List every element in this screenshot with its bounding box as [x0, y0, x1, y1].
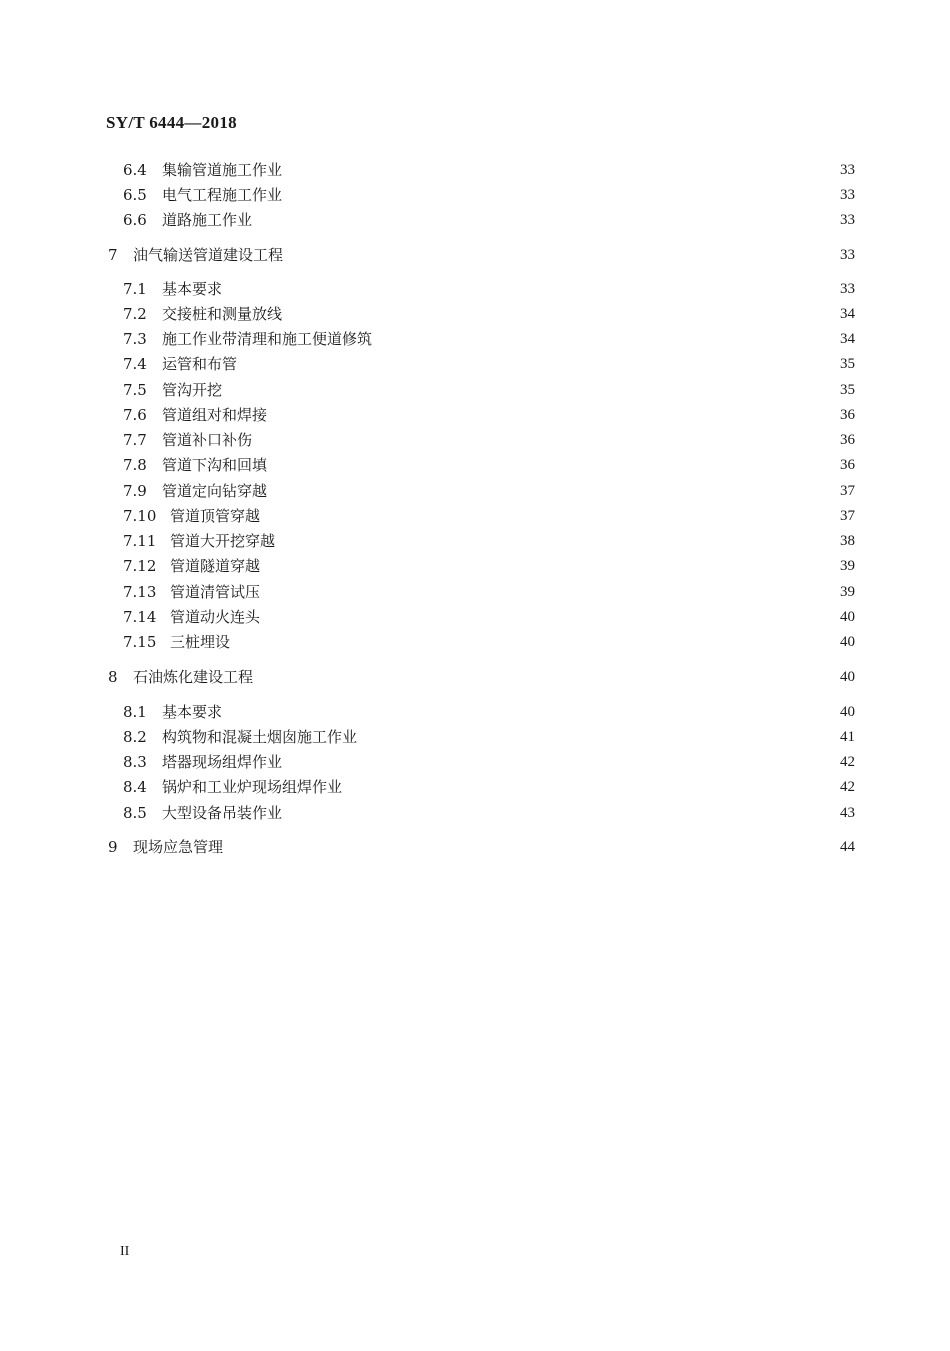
toc-entry-number: 9 [108, 838, 118, 856]
toc-entry[interactable] [123, 404, 855, 426]
toc-entry-number: 6.6 [123, 211, 147, 229]
toc-entry-title: 管道顶管穿越 [170, 507, 261, 525]
toc-entry-number: 7.4 [123, 355, 147, 373]
toc-dot-leader [279, 404, 833, 426]
toc-entry-page: 44 [840, 839, 855, 855]
toc-entry[interactable] [123, 701, 855, 723]
toc-entry[interactable] [123, 328, 855, 350]
toc-entry-title: 运管和布管 [162, 355, 238, 373]
toc-dot-leader [272, 581, 833, 603]
toc-entry[interactable] [123, 379, 855, 401]
toc-entry[interactable] [123, 555, 855, 577]
toc-entry-number: 6.4 [123, 161, 147, 179]
toc-entry-number: 8.1 [123, 703, 147, 721]
toc-entry-number: 7.1 [123, 280, 147, 298]
toc-entry[interactable] [123, 726, 855, 748]
toc-dot-leader [279, 454, 833, 476]
toc-entry-page: 41 [840, 729, 855, 745]
toc-entry-page: 40 [840, 669, 855, 685]
toc-entry-number: 8.5 [123, 804, 147, 822]
toc-entry-page: 34 [840, 331, 855, 347]
toc-dot-leader [265, 666, 833, 688]
toc-entry-number: 7.12 [123, 557, 157, 575]
toc-entry-title: 管道定向钻穿越 [162, 482, 268, 500]
toc-entry[interactable] [123, 184, 855, 206]
toc-entry-title: 基本要求 [162, 280, 223, 298]
toc-entry[interactable] [123, 454, 855, 476]
toc-entry-title: 基本要求 [162, 703, 223, 721]
toc-dot-leader [295, 244, 833, 266]
toc-dot-leader [249, 353, 833, 375]
toc-dot-leader [272, 606, 833, 628]
toc-entry-title: 管沟开挖 [162, 381, 223, 399]
toc-entry-page: 39 [840, 584, 855, 600]
toc-entry-page: 36 [840, 407, 855, 423]
toc-entry[interactable] [123, 530, 855, 552]
toc-entry-number: 8.2 [123, 728, 147, 746]
toc-entry-number: 7.15 [123, 633, 157, 651]
toc-entry-title: 管道大开挖穿越 [170, 532, 276, 550]
toc-entry-number: 8.4 [123, 778, 147, 796]
toc-dot-leader [242, 631, 833, 653]
toc-entry-title: 塔器现场组焊作业 [162, 753, 283, 771]
toc-entry-title: 施工作业带清理和施工便道修筑 [162, 330, 373, 348]
toc-entry-number: 8.3 [123, 753, 147, 771]
toc-entry-page: 38 [840, 533, 855, 549]
toc-entry[interactable] [123, 353, 855, 375]
toc-entry-page: 33 [840, 247, 855, 263]
toc-entry[interactable] [123, 776, 855, 798]
toc-dot-leader [234, 379, 833, 401]
toc-dot-leader [369, 726, 833, 748]
toc-dot-leader [234, 278, 833, 300]
toc-entry-title: 石油炼化建设工程 [133, 668, 254, 686]
toc-entry[interactable] [108, 666, 855, 688]
toc-entry-number: 7.11 [123, 532, 157, 550]
toc-entry-title: 锅炉和工业炉现场组焊作业 [162, 778, 343, 796]
toc-entry-number: 8 [108, 668, 118, 686]
toc-entry-number: 6.5 [123, 186, 147, 204]
toc-entry-page: 40 [840, 634, 855, 650]
document-code: SY/T 6444—2018 [106, 113, 237, 132]
toc-entry[interactable] [108, 836, 855, 858]
toc-entry-title: 大型设备吊装作业 [162, 804, 283, 822]
toc-entry[interactable] [123, 802, 855, 824]
toc-entry-page: 33 [840, 162, 855, 178]
toc-dot-leader [294, 303, 833, 325]
toc-entry-page: 33 [840, 281, 855, 297]
toc-entry-page: 33 [840, 212, 855, 228]
toc-entry-number: 7.3 [123, 330, 147, 348]
toc-entry-number: 7.8 [123, 456, 147, 474]
toc-entry-number: 7.5 [123, 381, 147, 399]
toc-entry-title: 管道动火连头 [170, 608, 261, 626]
toc-dot-leader [294, 802, 833, 824]
toc-entry[interactable] [123, 606, 855, 628]
toc-entry-title: 管道清管试压 [170, 583, 261, 601]
toc-entry-page: 40 [840, 704, 855, 720]
toc-entry-page: 43 [840, 805, 855, 821]
toc-dot-leader [287, 530, 833, 552]
toc-dot-leader [294, 184, 833, 206]
toc-entry[interactable] [123, 209, 855, 231]
toc-entry[interactable] [108, 244, 855, 266]
toc-entry[interactable] [123, 581, 855, 603]
toc-entry-title: 构筑物和混凝土烟囱施工作业 [162, 728, 358, 746]
toc-dot-leader [264, 209, 833, 231]
toc-entry-number: 7.9 [123, 482, 147, 500]
toc-dot-leader [384, 328, 833, 350]
toc-entry-number: 7.10 [123, 507, 157, 525]
toc-entry-page: 35 [840, 382, 855, 398]
toc-entry[interactable] [123, 429, 855, 451]
toc-entry-page: 35 [840, 356, 855, 372]
toc-dot-leader [294, 159, 833, 181]
toc-entry-number: 7.13 [123, 583, 157, 601]
toc-entry-number: 7.7 [123, 431, 147, 449]
toc-dot-leader [234, 701, 833, 723]
toc-entry-number: 7 [108, 246, 118, 264]
toc-entry-title: 三桩埋设 [170, 633, 231, 651]
toc-entry-page: 33 [840, 187, 855, 203]
toc-entry[interactable] [123, 751, 855, 773]
toc-dot-leader [279, 480, 833, 502]
toc-entry-page: 37 [840, 508, 855, 524]
toc-entry-title: 管道下沟和回填 [162, 456, 268, 474]
toc-entry-number: 7.6 [123, 406, 147, 424]
toc-entry-title: 电气工程施工作业 [162, 186, 283, 204]
toc-entry[interactable] [123, 278, 855, 300]
toc-entry-number: 7.2 [123, 305, 147, 323]
toc-entry-page: 42 [840, 754, 855, 770]
toc-dot-leader [272, 555, 833, 577]
toc-entry-page: 37 [840, 483, 855, 499]
toc-dot-leader [354, 776, 833, 798]
toc-dot-leader [264, 429, 833, 451]
toc-entry-title: 现场应急管理 [133, 838, 224, 856]
toc-entry-number: 7.14 [123, 608, 157, 626]
toc-entry[interactable] [123, 631, 855, 653]
toc-entry-page: 39 [840, 558, 855, 574]
toc-entry[interactable] [123, 159, 855, 181]
toc-entry-title: 管道组对和焊接 [162, 406, 268, 424]
toc-entry-title: 交接桩和测量放线 [162, 305, 283, 323]
toc-dot-leader [235, 836, 833, 858]
toc-entry-title: 道路施工作业 [162, 211, 253, 229]
toc-entry-page: 36 [840, 432, 855, 448]
page-number: II [120, 1244, 130, 1259]
toc-dot-leader [294, 751, 833, 773]
toc-entry-title: 管道补口补伤 [162, 431, 253, 449]
toc-dot-leader [272, 505, 833, 527]
toc-entry-page: 40 [840, 609, 855, 625]
toc-entry-page: 36 [840, 457, 855, 473]
toc-entry-title: 集输管道施工作业 [162, 161, 283, 179]
toc-entry-page: 34 [840, 306, 855, 322]
toc-entry-title: 油气输送管道建设工程 [133, 246, 284, 264]
toc-entry[interactable] [123, 303, 855, 325]
toc-entry-page: 42 [840, 779, 855, 795]
toc-entry-title: 管道隧道穿越 [170, 557, 261, 575]
toc-entry[interactable] [123, 480, 855, 502]
toc-entry[interactable] [123, 505, 855, 527]
